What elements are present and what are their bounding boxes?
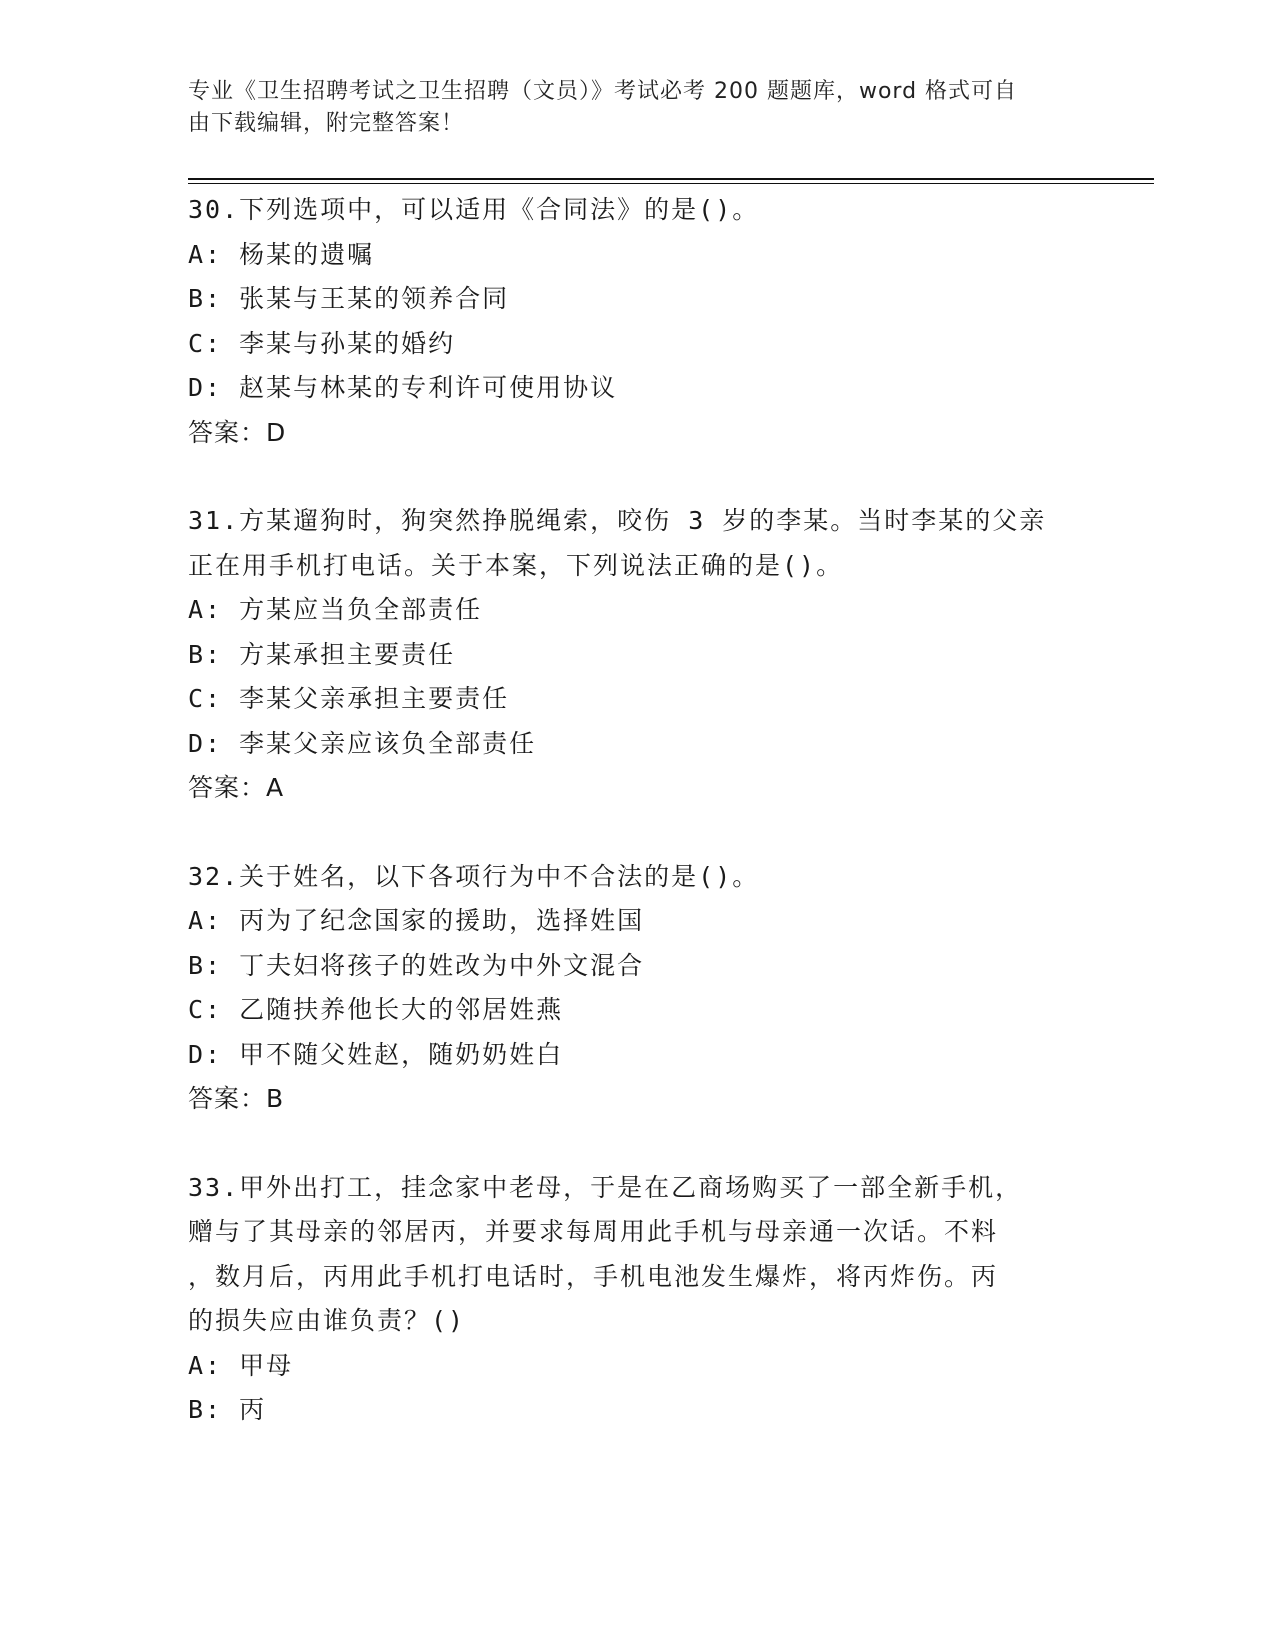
question-text: 32.关于姓名，以下各项行为中不合法的是()。: [188, 861, 760, 891]
header-divider-thin: [188, 183, 1154, 184]
option-a: A: 方某应当负全部责任: [188, 595, 483, 624]
document-header: [188, 76, 1088, 140]
answer: 答案：D: [188, 417, 287, 447]
option-a: A: 丙为了纪念国家的援助，选择姓国: [188, 906, 645, 935]
question-31: [188, 499, 1088, 811]
option-c: C: 乙随扶养他长大的邻居姓燕: [188, 995, 564, 1024]
question-33: [188, 1166, 1088, 1433]
option-b: B: 方某承担主要责任: [188, 639, 456, 669]
option-a: A: 杨某的遗嘱: [188, 239, 375, 269]
option-d: D: 李某父亲应该负全部责任: [188, 728, 537, 758]
question-text: 30.下列选项中，可以适用《合同法》的是()。: [188, 195, 760, 224]
option-b: B: 张某与王某的领养合同: [188, 284, 510, 313]
option-b: B: 丁夫妇将孩子的姓改为中外文混合: [188, 950, 645, 980]
question-text-line-3: ，数月后，丙用此手机打电话时，手机电池发生爆炸，将丙炸伤。丙: [188, 1261, 999, 1291]
question-text-line-1: 33.甲外出打工，挂念家中老母，于是在乙商场购买了一部全新手机，: [188, 1172, 1023, 1202]
header-divider-thick: [188, 178, 1154, 180]
question-text-line-2: 正在用手机打电话。关于本案，下列说法正确的是()。: [188, 550, 844, 580]
question-text-line-4: 的损失应由谁负责？(): [188, 1306, 466, 1335]
question-32: [188, 855, 1088, 1122]
answer: 答案：B: [188, 1084, 285, 1113]
question-text-line-1: 31.方某遛狗时，狗突然挣脱绳索，咬伤 3 岁的李某。当时李某的父亲: [188, 506, 1047, 535]
question-text-line-2: 赠与了其母亲的邻居丙，并要求每周用此手机与母亲通一次话。不料: [188, 1217, 999, 1246]
option-c: C: 李某与孙某的婚约: [188, 328, 456, 358]
question-list: [188, 188, 1088, 1477]
header-line-1: 专业《卫生招聘考试之卫生招聘（文员）》考试必考 200 题题库，word 格式可自: [188, 79, 1018, 104]
answer: 答案：A: [188, 773, 285, 802]
question-30: [188, 188, 1088, 455]
header-line-2: 由下载编辑，附完整答案！: [188, 111, 465, 136]
option-c: C: 李某父亲承担主要责任: [188, 684, 510, 713]
option-a: A: 甲母: [188, 1350, 294, 1380]
option-d: D: 甲不随父姓赵，随奶奶姓白: [188, 1039, 564, 1069]
option-d: D: 赵某与林某的专利许可使用协议: [188, 373, 618, 402]
option-b: B: 丙: [188, 1395, 267, 1424]
